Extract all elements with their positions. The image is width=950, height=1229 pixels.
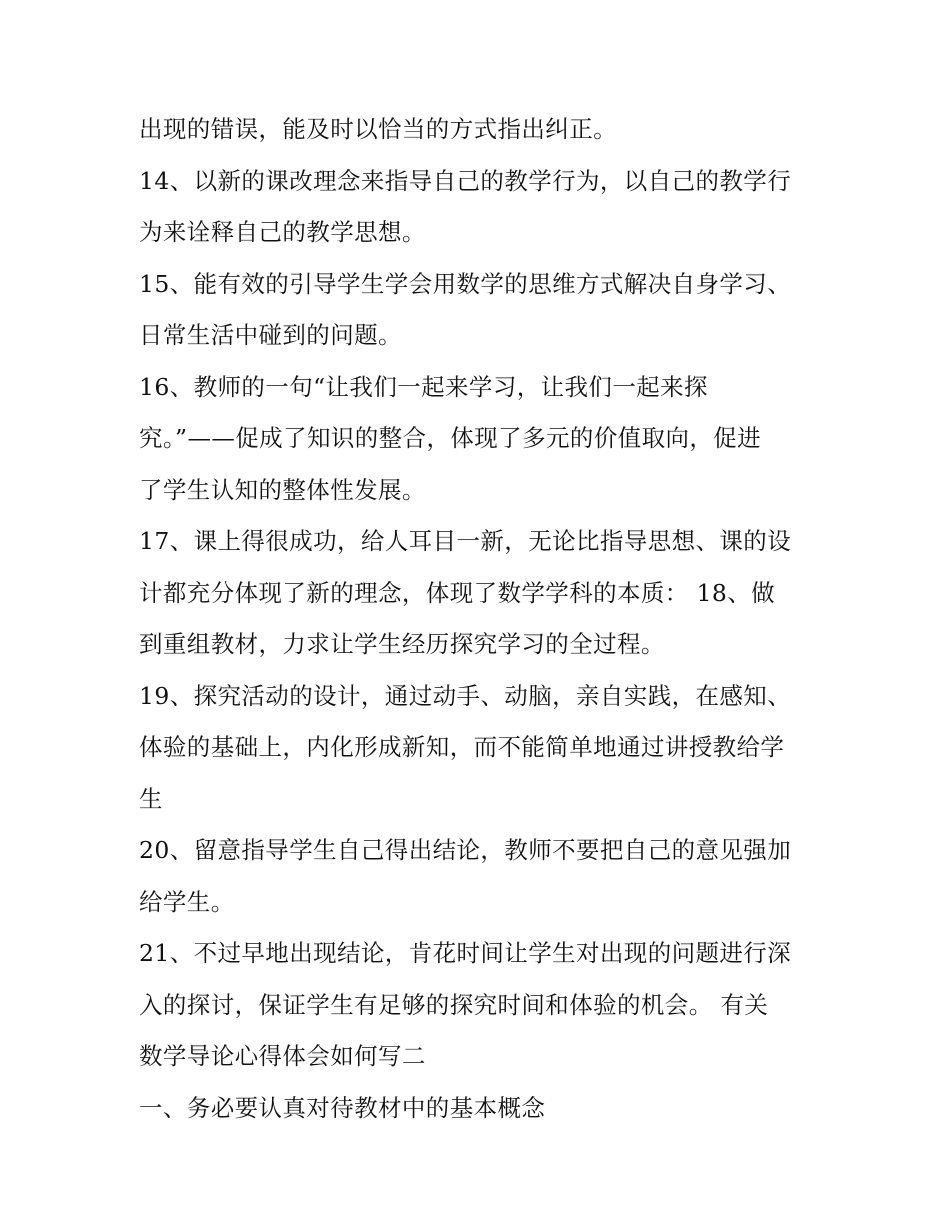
- text-line: 15、能有效的引导学生学会用数学的思维方式解决自身学习、: [139, 269, 792, 298]
- text-line: 到重组教材，力求让学生经历探究学习的全过程。: [139, 630, 665, 658]
- text-line: 为来诠释自己的教学思想。: [139, 218, 426, 246]
- text-line: 一、务必要认真对待教材中的基本概念: [139, 1093, 546, 1122]
- text-line: 体验的基础上，内化形成新知，而不能简单地通过讲授教给学: [139, 733, 785, 761]
- text-line: 数学导论心得体会如何写二: [139, 1042, 426, 1070]
- text-line: 入的探讨，保证学生有足够的探究时间和体验的机会。 有关: [139, 990, 769, 1019]
- text-line: 日常生活中碰到的问题。: [139, 321, 402, 349]
- text-line: 生: [139, 784, 163, 813]
- text-line: 21、不过早地出现结论，肯花时间让学生对出现的问题进行深: [139, 939, 792, 967]
- text-line: 19、探究活动的设计，通过动手、动脑，亲自实践，在感知、: [139, 681, 792, 710]
- text-line: 17、课上得很成功，给人耳目一新，无论比指导思想、课的设: [139, 527, 792, 555]
- text-line: 14、以新的课改理念来指导自己的教学行为，以自己的教学行: [139, 166, 792, 195]
- document-body: [139, 108, 829, 1138]
- text-line: 20、留意指导学生自己得出结论，教师不要把自己的意见强加: [139, 836, 792, 864]
- text-line: 究。”——促成了知识的整合，体现了多元的价值取向，促进: [139, 424, 762, 452]
- text-line: 了学生认知的整体性发展。: [139, 475, 426, 504]
- text-line: 给学生。: [139, 887, 235, 916]
- text-line: 16、教师的一句“让我们一起来学习，让我们一起来探: [139, 372, 708, 401]
- text-line: 出现的错误，能及时以恰当的方式指出纠正。: [139, 115, 617, 143]
- text-line: 计都充分体现了新的理念，体现了数学学科的本质： 18、做: [139, 578, 776, 607]
